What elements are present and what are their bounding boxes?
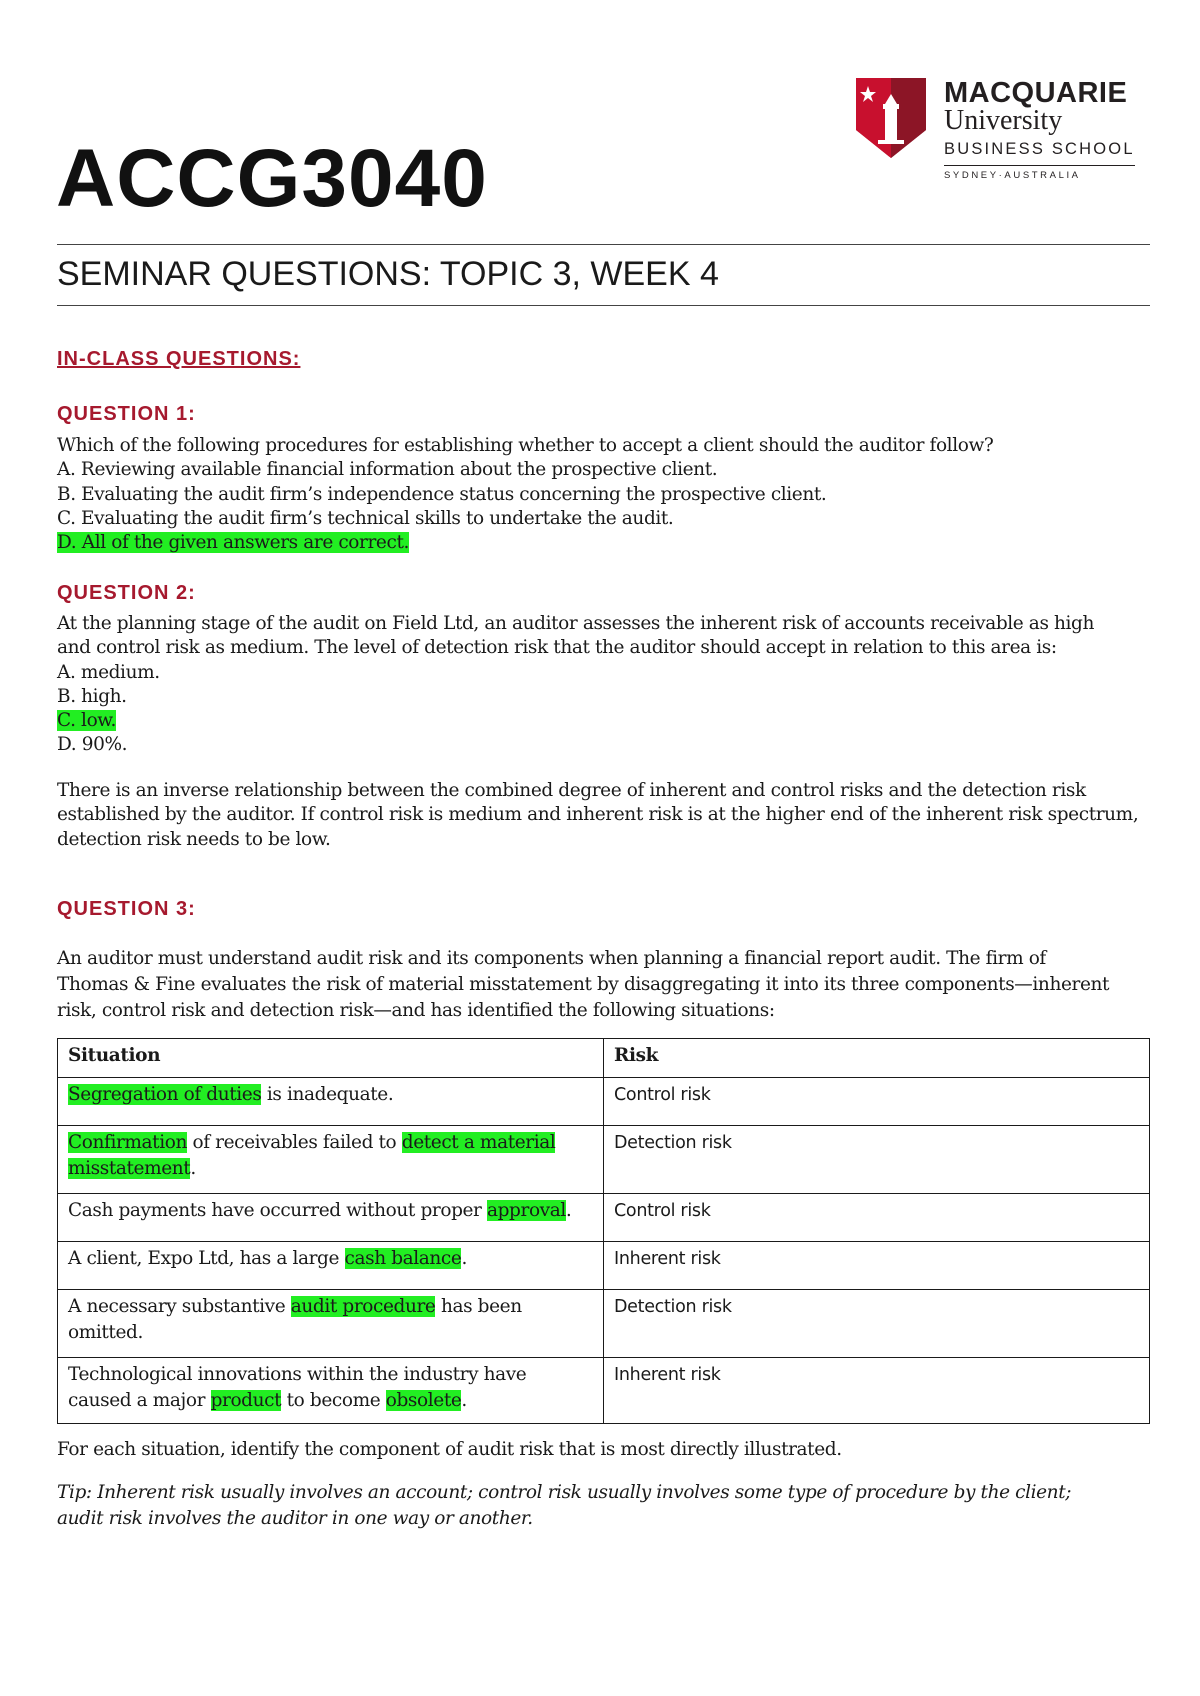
macquarie-logo <box>856 78 1136 186</box>
question-1-option-a: A. Reviewing available financial information about the prospective client. <box>57 459 718 481</box>
tip-line: audit risk involves the auditor in one way or another. <box>57 1508 533 1529</box>
question-2-body <box>57 612 1157 758</box>
situation-text: . <box>461 1390 467 1411</box>
explanation-line: established by the auditor. If control risk is medium and inherent risk is at the higher end of the inherent risk spectrum, <box>57 804 1139 826</box>
highlighted-term: product <box>210 1390 282 1411</box>
situation-text: . <box>461 1248 467 1269</box>
lighthouse-shield-icon <box>856 78 926 158</box>
page-title: SEMINAR QUESTIONS: TOPIC 3, WEEK 4 <box>57 255 719 293</box>
risk-cell <box>604 1194 1150 1242</box>
logo-text <box>944 78 1135 181</box>
situation-text: of receivables failed to <box>187 1132 402 1153</box>
risk-cell <box>604 1126 1150 1194</box>
question-1-body <box>57 434 1157 555</box>
risk-text: Inherent risk <box>614 1365 721 1385</box>
risk-text: Control risk <box>614 1201 711 1221</box>
intro-line: An auditor must understand audit risk and its components when planning a financial report audit. The firm of <box>57 948 1046 969</box>
question-2-stem-line-2: and control risk as medium. The level of detection risk that the auditor should accept in relation to this area is: <box>57 637 1057 659</box>
situation-text: Cash payments have occurred without proper <box>68 1200 487 1221</box>
header-rule-top <box>57 244 1150 245</box>
question-3-intro <box>57 946 1157 1024</box>
table-row <box>58 1194 1150 1242</box>
situation-text: A client, Expo Ltd, has a large <box>68 1248 345 1269</box>
situation-cell <box>58 1078 604 1126</box>
risk-cell <box>604 1242 1150 1290</box>
table-row <box>58 1126 1150 1194</box>
risk-cell <box>604 1358 1150 1424</box>
explanation-line: detection risk needs to be low. <box>57 828 331 850</box>
logo-school: BUSINESS SCHOOL <box>944 138 1135 166</box>
highlighted-term: cash balance <box>344 1248 462 1269</box>
situation-text: to become <box>281 1390 386 1411</box>
situation-text: has been <box>435 1296 522 1317</box>
risk-text: Control risk <box>614 1085 711 1105</box>
intro-line: Thomas & Fine evaluates the risk of material misstatement by disaggregating it into its three components—inherent <box>57 974 1110 995</box>
risk-text: Detection risk <box>614 1133 732 1153</box>
situation-cell <box>58 1242 604 1290</box>
explanation-line: There is an inverse relationship between the combined degree of inherent and control risks and the detection risk <box>57 780 1086 801</box>
situation-cell <box>58 1194 604 1242</box>
question-1-option-c: C. Evaluating the audit firm’s technical skills to undertake the audit. <box>57 507 674 529</box>
situation-text: caused a major <box>68 1390 211 1411</box>
situation-text: A necessary substantive <box>68 1296 291 1317</box>
situation-text: omitted. <box>68 1322 143 1343</box>
highlighted-term: detect a material <box>401 1132 556 1153</box>
risk-text: Inherent risk <box>614 1249 721 1269</box>
highlighted-term: obsolete <box>385 1390 462 1411</box>
instruction-line: For each situation, identify the component of audit risk that is most directly illustrated. <box>57 1439 842 1460</box>
logo-name: MACQUARIE <box>944 77 1128 109</box>
table-header-situation: Situation <box>58 1039 604 1078</box>
question-3-tip <box>57 1480 1157 1532</box>
intro-line: risk, control risk and detection risk—and has identified the following situations: <box>57 1000 775 1021</box>
highlighted-term: approval <box>486 1200 566 1221</box>
situation-text: Technological innovations within the industry have <box>68 1364 527 1385</box>
highlighted-term: audit procedure <box>290 1296 436 1317</box>
situation-text: is inadequate. <box>261 1084 394 1105</box>
risk-cell <box>604 1290 1150 1358</box>
question-2-answer: C. low. <box>57 710 117 732</box>
question-2-explanation <box>57 779 1157 852</box>
highlighted-term: misstatement <box>68 1158 191 1179</box>
question-3-instruction <box>57 1438 1157 1462</box>
question-2-option-d: D. 90%. <box>57 734 128 756</box>
logo-university: University <box>944 105 1063 136</box>
tip-line: Tip: Inherent risk usually involves an account; control risk usually involves some type of procedure by the client; <box>57 1482 1072 1503</box>
highlighted-term: Segregation of duties <box>68 1084 262 1105</box>
situation-risk-table <box>57 1038 1150 1424</box>
table-row <box>58 1290 1150 1358</box>
header-rule-bottom <box>57 305 1150 306</box>
table-row <box>58 1078 1150 1126</box>
table-header-risk: Risk <box>604 1039 1150 1078</box>
table-header-row <box>58 1039 1150 1078</box>
in-class-heading: IN-CLASS QUESTIONS: <box>57 348 301 370</box>
highlighted-term: Confirmation <box>68 1132 187 1153</box>
question-2-heading: QUESTION 2: <box>57 582 196 604</box>
question-1-heading: QUESTION 1: <box>57 403 196 425</box>
question-2-option-a: A. medium. <box>57 661 160 683</box>
table-row <box>58 1358 1150 1424</box>
question-2-option-b: B. high. <box>57 685 127 707</box>
situation-cell <box>58 1126 604 1194</box>
course-code: ACCG3040 <box>56 133 488 224</box>
logo-location: SYDNEY·AUSTRALIA <box>944 170 1081 181</box>
risk-text: Detection risk <box>614 1297 732 1317</box>
situation-text: . <box>565 1200 572 1221</box>
situation-cell <box>58 1358 604 1424</box>
risk-cell <box>604 1078 1150 1126</box>
question-1-answer: D. All of the given answers are correct. <box>57 532 409 554</box>
table-row <box>58 1242 1150 1290</box>
situation-text: . <box>190 1158 196 1179</box>
question-2-stem-line-1: At the planning stage of the audit on Field Ltd, an auditor assesses the inherent risk of accounts receivable as high <box>57 613 1095 634</box>
question-1-option-b: B. Evaluating the audit firm’s independence status concerning the prospective client. <box>57 483 827 505</box>
question-3-heading: QUESTION 3: <box>57 898 196 920</box>
situation-cell <box>58 1290 604 1358</box>
question-1-stem: Which of the following procedures for establishing whether to accept a client should the auditor follow? <box>57 435 994 456</box>
